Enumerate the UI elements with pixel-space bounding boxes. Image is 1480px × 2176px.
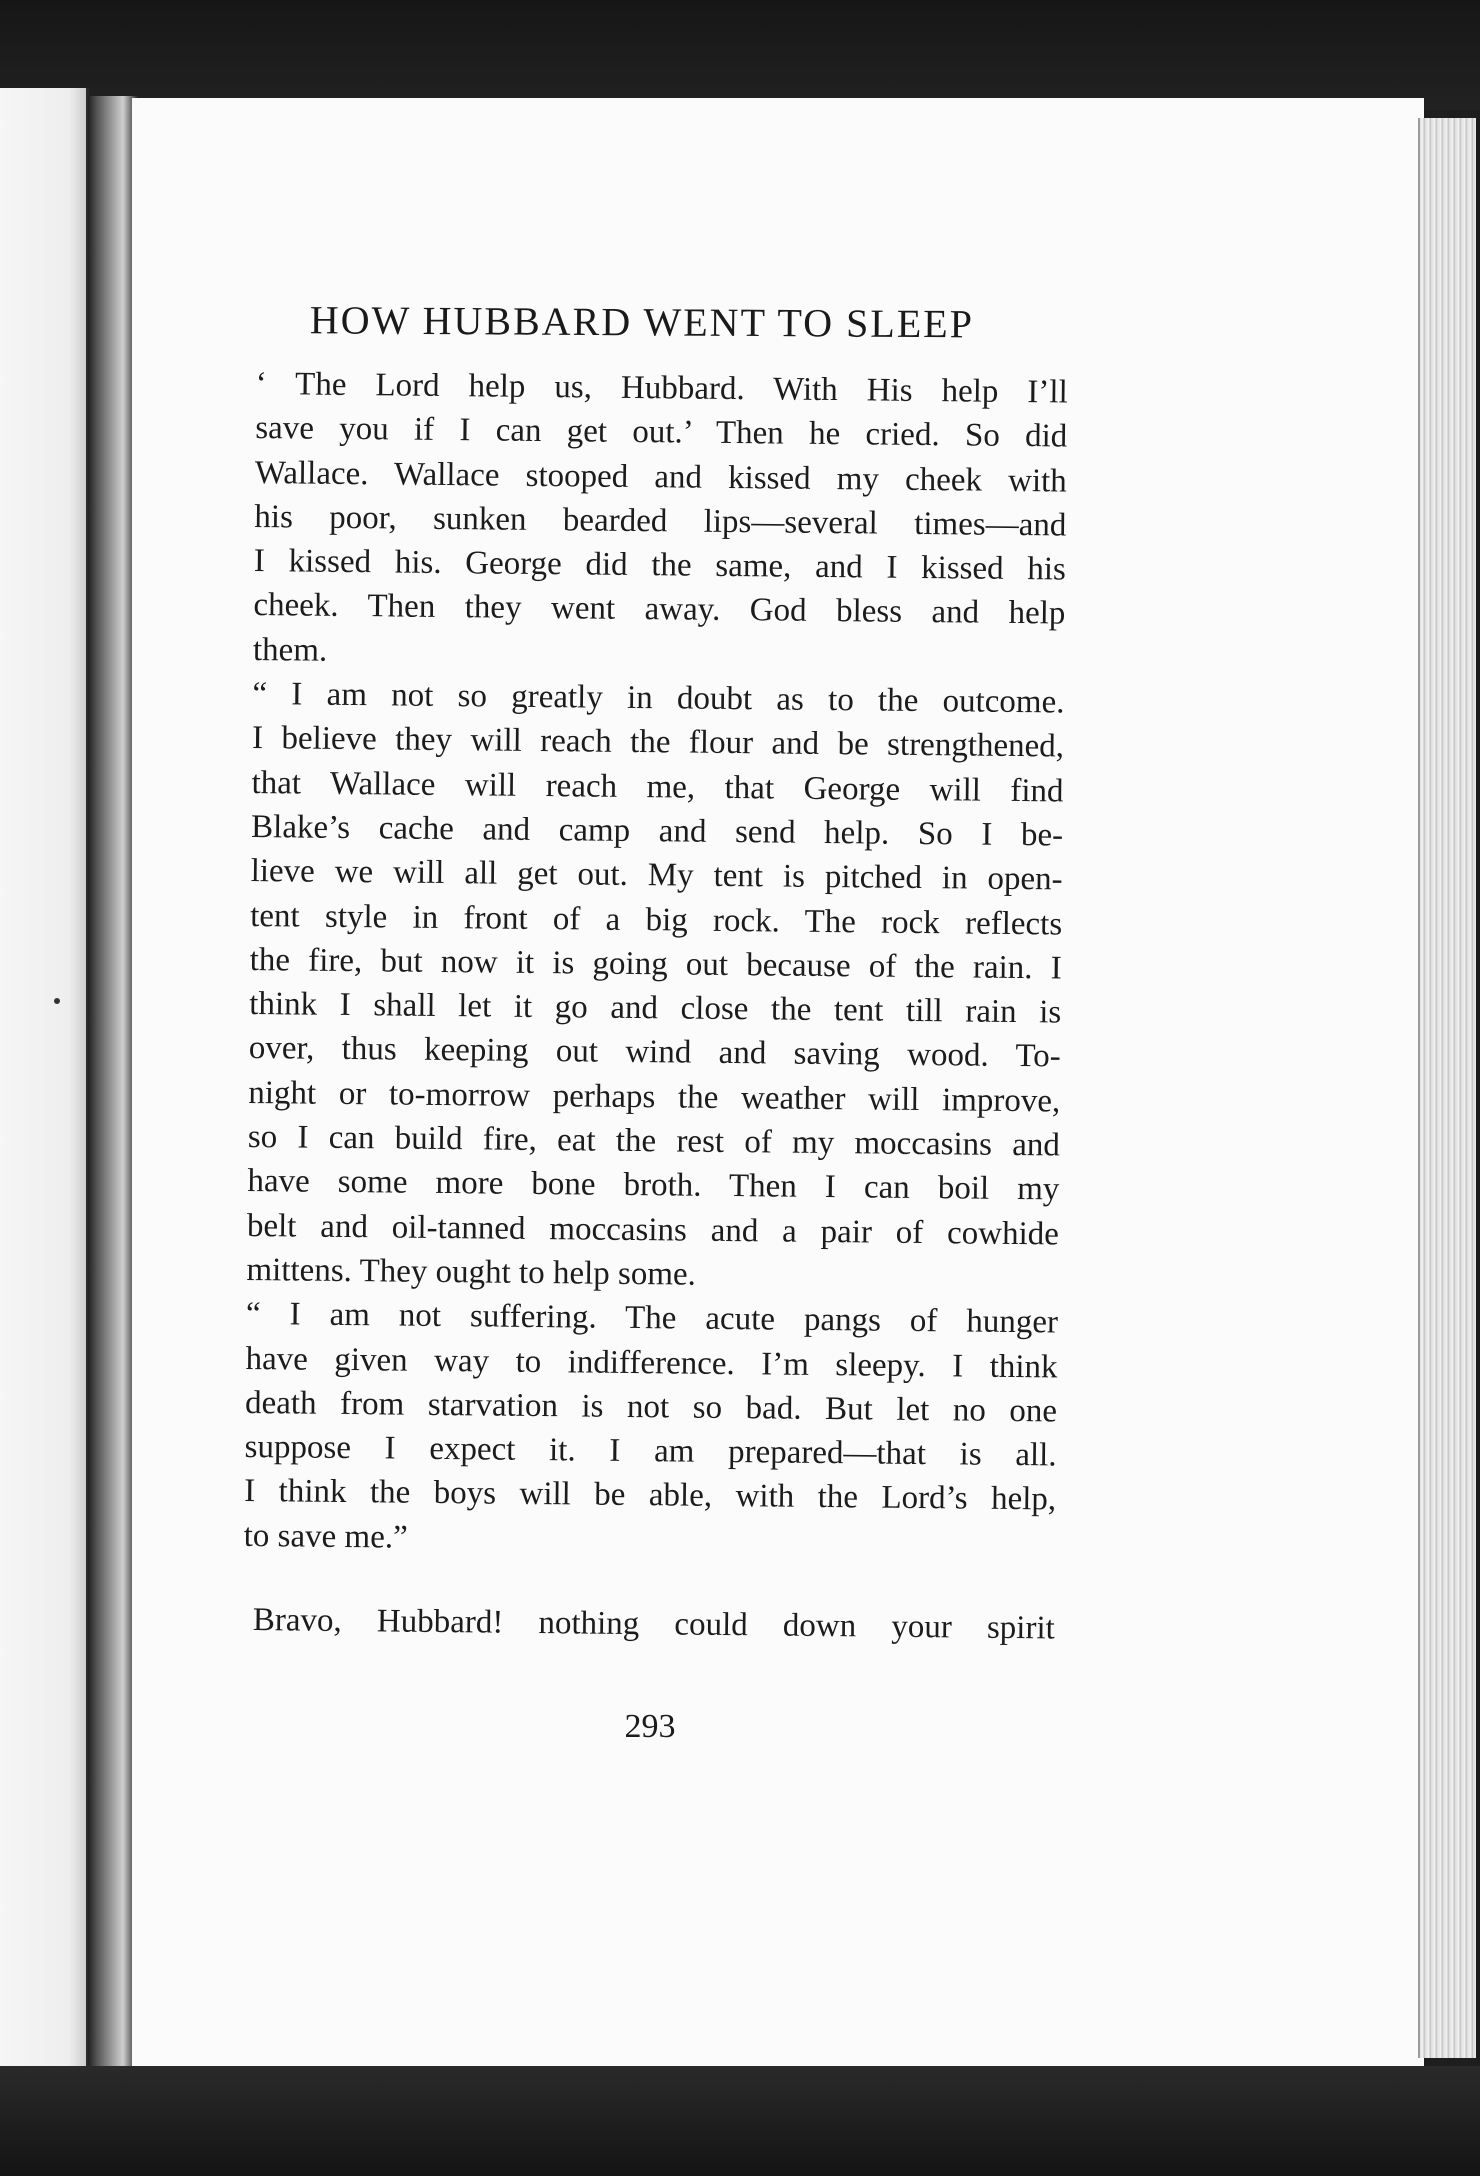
text-line: the fire, but now it is going out because of the rain. I: [249, 941, 1062, 987]
closing-line: Bravo, Hubbard! nothing could down your spirit: [252, 1602, 1055, 1647]
text-line: “ I am not so greatly in doubt as to the outcome.: [252, 676, 1065, 721]
text-line: belt and oil-tanned moccasins and a pair of cowhide: [246, 1207, 1060, 1253]
paragraph-1: [253, 362, 1068, 681]
text-line: have given way to indifference. I’m sleepy. I think: [245, 1340, 1058, 1385]
running-header: HOW HUBBARD WENT TO SLEEP: [309, 297, 975, 347]
text-line: suppose I expect it. I am prepared—that is all.: [244, 1429, 1057, 1474]
text-line: think I shall let it go and close the tent till rain is: [249, 986, 1062, 1031]
ink-speck: [54, 998, 60, 1004]
text-line: Wallace. Wallace stooped and kissed my cheek with: [254, 454, 1067, 500]
paragraph-3: [243, 1292, 1058, 1566]
text-line: lieve we will all get out. My tent is pitched in open-: [250, 853, 1063, 898]
page-stack-edges: [1418, 118, 1476, 2058]
text-line: mittens. They ought to help some.: [246, 1251, 697, 1293]
text-line: them.: [252, 631, 328, 669]
body-text: [243, 362, 1068, 1650]
text-line: “ I am not suffering. The acute pangs of hunger: [245, 1296, 1059, 1341]
text-line: tent style in front of a big rock. The rock reflects: [250, 897, 1063, 943]
text-line: so I can build fire, eat the rest of my moccasins and: [247, 1119, 1061, 1164]
text-line: ‘ The Lord help us, Hubbard. With His help I’ll: [255, 365, 1068, 411]
text-line: I believe they will reach the flour and be strengthened,: [251, 720, 1065, 765]
text-line: I think the boys will be able, with the Lord’s help,: [243, 1473, 1057, 1518]
scan-background-top: [0, 0, 1480, 110]
text-line: night or to-morrow perhaps the weather will improve,: [248, 1074, 1061, 1120]
book-spine-shadow: [88, 96, 138, 2071]
text-line: I kissed his. George did the same, and I kissed his: [253, 543, 1067, 588]
text-line: Blake’s cache and camp and send help. So I be-: [250, 808, 1064, 854]
scan-background-bottom: [0, 2066, 1480, 2176]
text-line: to save me.”: [243, 1517, 408, 1556]
paragraph-2: [246, 672, 1064, 1301]
page-number: 293: [624, 1708, 676, 1745]
text-line: his poor, sunken bearded lips—several times—and: [254, 498, 1067, 544]
facing-page-edge: [0, 88, 89, 2073]
text-line: death from starvation is not so bad. But let no one: [244, 1384, 1058, 1430]
text-line: that Wallace will reach me, that George will find: [251, 764, 1064, 810]
text-line: over, thus keeping out wind and saving wood. To-: [248, 1030, 1061, 1075]
text-line: have some more bone broth. Then I can boil my: [247, 1163, 1060, 1208]
text-line: save you if I can get out.’ Then he cried. So did: [255, 410, 1068, 455]
text-line: cheek. Then they went away. God bless and help: [253, 587, 1066, 632]
